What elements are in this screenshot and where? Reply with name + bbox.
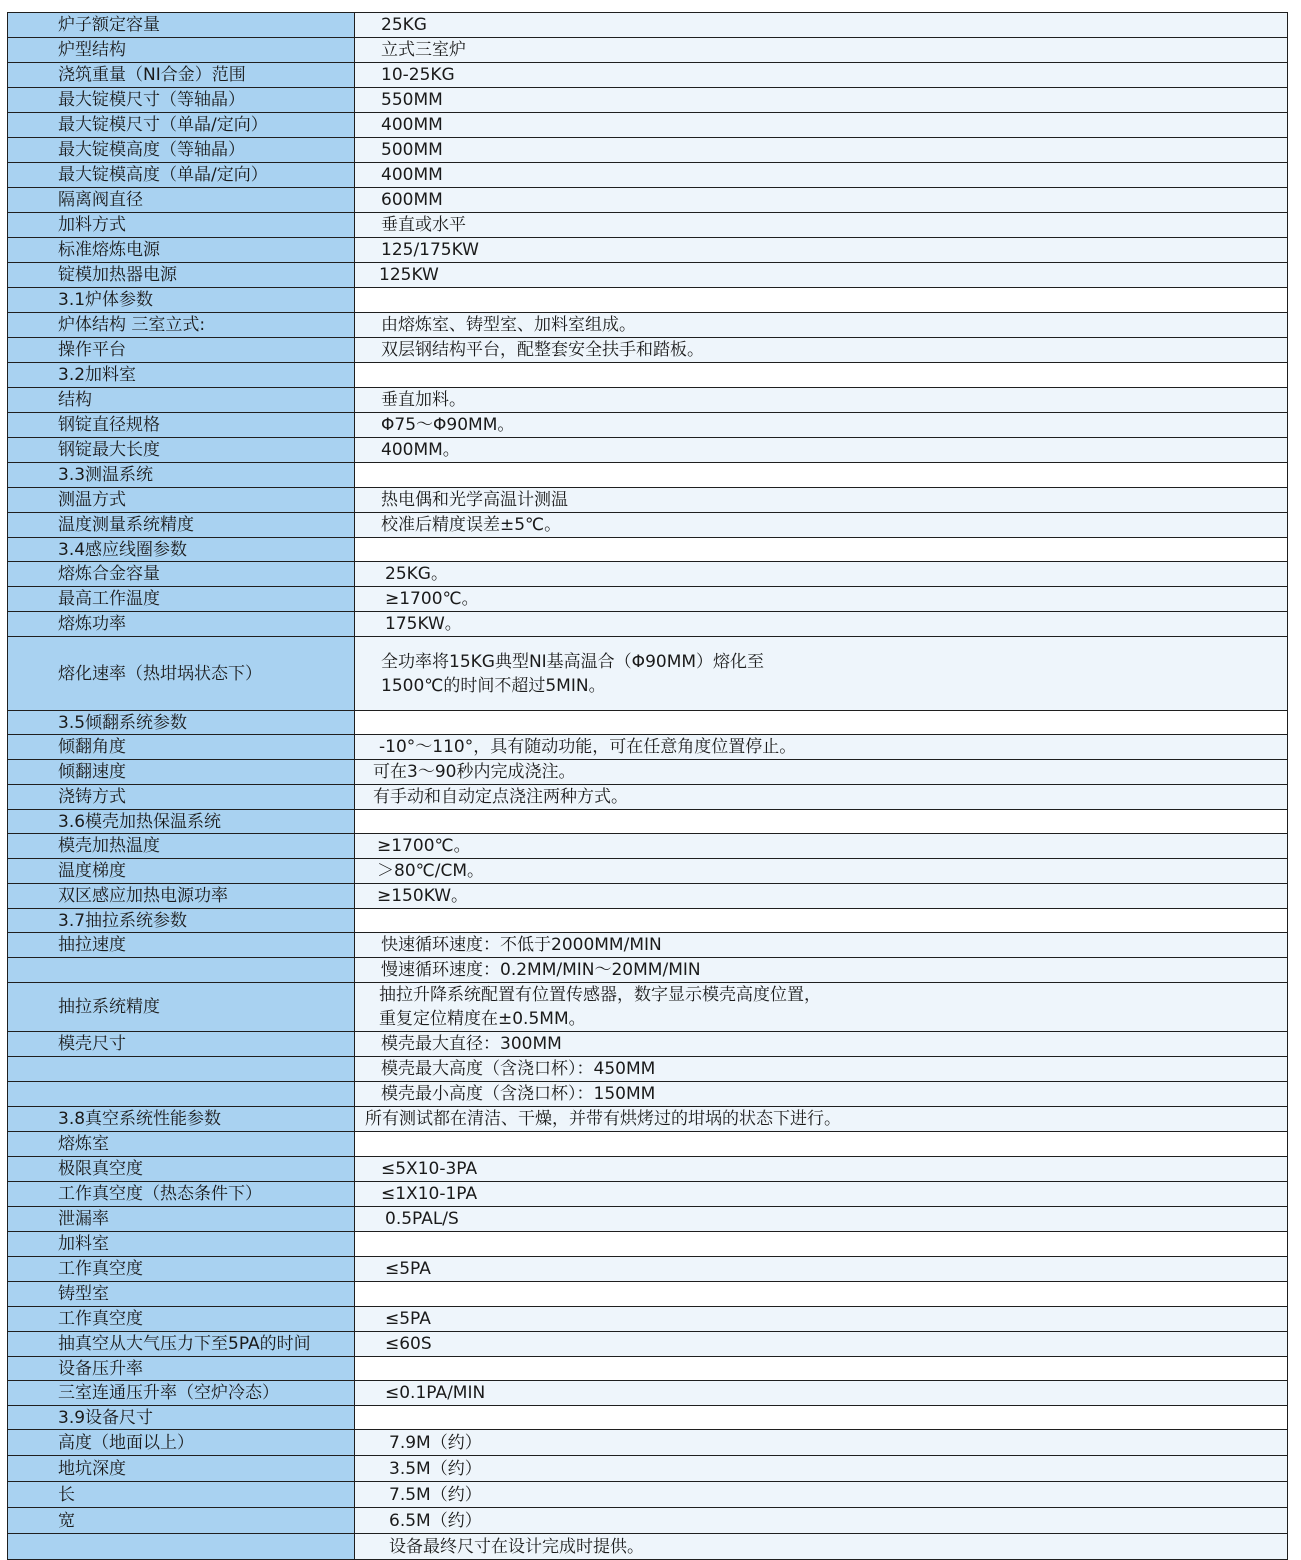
spec-key: 抽拉系统精度 [8, 983, 355, 1032]
spec-value-line: ≤5PA [385, 1309, 431, 1329]
spec-value [355, 188, 1288, 213]
spec-value-line: 有手动和自动定点浇注两种方式。 [373, 787, 628, 807]
spec-key: 钢锭最大长度 [8, 438, 355, 463]
spec-value [355, 760, 1288, 785]
spec-row [8, 513, 1288, 538]
spec-key: 高度（地面以上） [8, 1430, 355, 1456]
spec-key: 3.6模壳加热保温系统 [8, 810, 355, 834]
spec-row [8, 138, 1288, 163]
spec-key: 温度测量系统精度 [8, 513, 355, 538]
spec-key: 抽拉速度 [8, 933, 355, 958]
spec-value [355, 958, 1288, 983]
spec-value-line: 所有测试都在清洁、干燥，并带有烘烤过的坩埚的状态下进行。 [365, 1109, 841, 1129]
spec-row [8, 538, 1288, 562]
spec-value [355, 711, 1288, 735]
spec-key: 倾翻速度 [8, 760, 355, 785]
spec-value-line: 模壳最大直径：300MM [381, 1034, 562, 1054]
spec-value [355, 1282, 1288, 1307]
spec-value [355, 413, 1288, 438]
spec-value [355, 983, 1288, 1032]
spec-row [8, 363, 1288, 388]
spec-key: 3.1炉体参数 [8, 288, 355, 313]
spec-key: 最大锭模高度（单晶/定向） [8, 163, 355, 188]
spec-value [355, 63, 1288, 88]
spec-value-line: 设备最终尺寸在设计完成时提供。 [389, 1536, 644, 1557]
spec-value [355, 438, 1288, 463]
spec-row [8, 587, 1288, 612]
spec-value [355, 1534, 1288, 1560]
spec-value [355, 338, 1288, 363]
spec-value [355, 363, 1288, 388]
spec-row [8, 238, 1288, 263]
spec-key: 最大锭模尺寸（等轴晶） [8, 88, 355, 113]
spec-key: 浇筑重量（NI合金）范围 [8, 63, 355, 88]
spec-value-line: 垂直加料。 [381, 390, 466, 410]
spec-value-line: 抽拉升降系统配置有位置传感器，数字显示模壳高度位置， [379, 985, 821, 1005]
spec-value-line: 175KW。 [385, 614, 462, 634]
spec-value [355, 488, 1288, 513]
spec-key: 3.3测温系统 [8, 463, 355, 488]
spec-key: 最高工作温度 [8, 587, 355, 612]
spec-key: 加料方式 [8, 213, 355, 238]
spec-value [355, 163, 1288, 188]
spec-row [8, 1357, 1288, 1381]
spec-value [355, 463, 1288, 488]
spec-key: 地坑深度 [8, 1456, 355, 1482]
spec-value [355, 562, 1288, 587]
spec-key: 极限真空度 [8, 1157, 355, 1182]
spec-key: 加料室 [8, 1232, 355, 1257]
spec-key: 炉体结构 三室立式: [8, 313, 355, 338]
spec-value-line: 可在3～90秒内完成浇注。 [373, 762, 576, 782]
spec-value-line: 由熔炼室、铸型室、加料室组成。 [381, 315, 636, 335]
spec-value-line: 1500℃的时间不超过5MIN。 [381, 675, 606, 696]
spec-value-line: ≤5PA [385, 1259, 431, 1279]
spec-row [8, 1182, 1288, 1207]
spec-row [8, 958, 1288, 983]
spec-key: 倾翻角度 [8, 735, 355, 760]
spec-row [8, 909, 1288, 933]
spec-value-line: 400MM [381, 165, 443, 185]
spec-key [8, 958, 355, 983]
spec-row [8, 1232, 1288, 1257]
spec-value-line: 全功率将15KG典型NI基高温合（Φ90MM）熔化至 [381, 651, 765, 672]
spec-value-line: 400MM [381, 115, 443, 135]
spec-value [355, 1482, 1288, 1508]
spec-key [8, 1057, 355, 1082]
spec-key: 测温方式 [8, 488, 355, 513]
spec-value [355, 288, 1288, 313]
spec-value-line: 3.5M（约） [389, 1458, 482, 1479]
spec-key: 3.5倾翻系统参数 [8, 711, 355, 735]
spec-value [355, 1182, 1288, 1207]
spec-value-line: 125KW [379, 265, 439, 285]
spec-row [8, 338, 1288, 363]
spec-key: 炉型结构 [8, 38, 355, 63]
spec-row [8, 884, 1288, 909]
spec-row [8, 1057, 1288, 1082]
spec-value [355, 810, 1288, 834]
spec-key: 3.9设备尺寸 [8, 1406, 355, 1430]
spec-row [8, 1456, 1288, 1482]
spec-row [8, 1082, 1288, 1107]
spec-value-line: 25KG。 [385, 564, 448, 584]
spec-value [355, 933, 1288, 958]
spec-value-line: 400MM。 [381, 440, 460, 460]
spec-key: 长 [8, 1482, 355, 1508]
spec-value-line: ≤5X10-3PA [381, 1159, 478, 1179]
spec-key: 双区感应加热电源功率 [8, 884, 355, 909]
spec-value-line: 10-25KG [381, 65, 455, 85]
spec-key: 熔炼合金容量 [8, 562, 355, 587]
spec-value-line: ＞80℃/CM。 [377, 861, 484, 881]
spec-value-line: 立式三室炉 [381, 40, 466, 60]
spec-row [8, 413, 1288, 438]
spec-row [8, 388, 1288, 413]
spec-row [8, 1406, 1288, 1430]
spec-key: 三室连通压升率（空炉冷态） [8, 1381, 355, 1406]
spec-value [355, 1107, 1288, 1132]
spec-value-line: 快速循环速度：不低于2000MM/MIN [381, 935, 662, 955]
spec-key: 设备压升率 [8, 1357, 355, 1381]
spec-row [8, 983, 1288, 1032]
spec-row [8, 933, 1288, 958]
spec-row [8, 1430, 1288, 1456]
spec-value [355, 538, 1288, 562]
spec-value-line: -10°～110°，具有随动功能，可在任意角度位置停止。 [379, 737, 797, 757]
spec-value-line: ≥1700℃。 [385, 589, 479, 609]
spec-value [355, 213, 1288, 238]
spec-value [355, 587, 1288, 612]
spec-row [8, 13, 1288, 38]
spec-key: 钢锭直径规格 [8, 413, 355, 438]
spec-value [355, 1357, 1288, 1381]
spec-row [8, 1534, 1288, 1560]
spec-row [8, 1107, 1288, 1132]
spec-value [355, 1232, 1288, 1257]
spec-row [8, 213, 1288, 238]
spec-value-line: 慢速循环速度：0.2MM/MIN～20MM/MIN [381, 960, 701, 980]
spec-key: 标准熔炼电源 [8, 238, 355, 263]
spec-row [8, 1132, 1288, 1157]
spec-value [355, 388, 1288, 413]
spec-value [355, 1057, 1288, 1082]
spec-value [355, 38, 1288, 63]
spec-value [355, 785, 1288, 810]
spec-row [8, 38, 1288, 63]
spec-value [355, 513, 1288, 538]
spec-value-line: 校准后精度误差±5℃。 [381, 515, 562, 535]
spec-value-line: 热电偶和光学高温计测温 [381, 490, 568, 510]
spec-value [355, 735, 1288, 760]
spec-row [8, 463, 1288, 488]
spec-row [8, 1032, 1288, 1057]
spec-value-line: 600MM [381, 190, 443, 210]
spec-value-line: 7.5M（约） [389, 1484, 482, 1505]
spec-row [8, 562, 1288, 587]
spec-key: 最大锭模尺寸（单晶/定向） [8, 113, 355, 138]
spec-key: 3.4感应线圈参数 [8, 538, 355, 562]
spec-value [355, 884, 1288, 909]
spec-key: 工作真空度 [8, 1257, 355, 1282]
spec-key: 结构 [8, 388, 355, 413]
spec-key: 模壳尺寸 [8, 1032, 355, 1057]
spec-row [8, 1282, 1288, 1307]
spec-row [8, 735, 1288, 760]
spec-value [355, 113, 1288, 138]
spec-value [355, 1406, 1288, 1430]
spec-value [355, 1257, 1288, 1282]
spec-key: 温度梯度 [8, 859, 355, 884]
spec-row [8, 488, 1288, 513]
spec-value [355, 138, 1288, 163]
spec-row [8, 163, 1288, 188]
spec-row [8, 1307, 1288, 1332]
spec-value [355, 1157, 1288, 1182]
spec-value-line: 模壳最小高度（含浇口杯）：150MM [381, 1084, 656, 1104]
spec-value-line: ≤60S [385, 1334, 432, 1354]
spec-value [355, 834, 1288, 859]
spec-key: 锭模加热器电源 [8, 263, 355, 288]
spec-key: 3.7抽拉系统参数 [8, 909, 355, 933]
spec-value-line: ≤1X10-1PA [381, 1184, 478, 1204]
spec-key: 炉子额定容量 [8, 13, 355, 38]
spec-row [8, 612, 1288, 637]
spec-key: 3.2加料室 [8, 363, 355, 388]
spec-row [8, 1332, 1288, 1357]
spec-value-line: 重复定位精度在±0.5MM。 [379, 1009, 586, 1029]
spec-value [355, 612, 1288, 637]
spec-table [7, 12, 1288, 1560]
spec-value [355, 238, 1288, 263]
spec-value-line: ≥1700℃。 [377, 836, 471, 856]
spec-key: 最大锭模高度（等轴晶） [8, 138, 355, 163]
spec-row [8, 760, 1288, 785]
spec-row [8, 1207, 1288, 1232]
spec-key: 宽 [8, 1508, 355, 1534]
spec-row [8, 711, 1288, 735]
spec-value [355, 1307, 1288, 1332]
spec-key: 铸型室 [8, 1282, 355, 1307]
spec-value [355, 88, 1288, 113]
spec-value [355, 859, 1288, 884]
spec-value [355, 1456, 1288, 1482]
spec-row [8, 313, 1288, 338]
spec-value-line: 垂直或水平 [381, 215, 466, 235]
spec-value-line: 6.5M（约） [389, 1510, 482, 1531]
spec-key: 熔炼室 [8, 1132, 355, 1157]
spec-value [355, 313, 1288, 338]
spec-table-body [8, 13, 1288, 1560]
spec-row [8, 263, 1288, 288]
spec-value-line: 0.5PAL/S [385, 1209, 459, 1229]
spec-key: 熔化速率（热坩埚状态下） [8, 637, 355, 711]
spec-row [8, 785, 1288, 810]
spec-row [8, 810, 1288, 834]
spec-value [355, 1132, 1288, 1157]
spec-value [355, 1207, 1288, 1232]
spec-value [355, 1430, 1288, 1456]
spec-row [8, 1482, 1288, 1508]
spec-key: 操作平台 [8, 338, 355, 363]
spec-key: 隔离阀直径 [8, 188, 355, 213]
spec-key: 模壳加热温度 [8, 834, 355, 859]
spec-value-line: 500MM [381, 140, 443, 160]
spec-value-line: 125/175KW [381, 240, 479, 260]
spec-key [8, 1534, 355, 1560]
spec-value [355, 1332, 1288, 1357]
spec-value [355, 1082, 1288, 1107]
spec-row [8, 637, 1288, 711]
spec-row [8, 63, 1288, 88]
spec-value [355, 1032, 1288, 1057]
spec-value-line: 7.9M（约） [389, 1432, 482, 1453]
spec-row [8, 1157, 1288, 1182]
spec-row [8, 1508, 1288, 1534]
spec-row [8, 438, 1288, 463]
spec-value-line: Φ75～Φ90MM。 [381, 415, 515, 435]
spec-key: 泄漏率 [8, 1207, 355, 1232]
spec-value [355, 1381, 1288, 1406]
spec-row [8, 88, 1288, 113]
spec-value-line: 25KG [381, 15, 427, 35]
spec-key: 浇铸方式 [8, 785, 355, 810]
spec-value-line: 双层钢结构平台，配整套安全扶手和踏板。 [381, 340, 704, 360]
spec-key: 工作真空度 [8, 1307, 355, 1332]
spec-value [355, 637, 1288, 711]
spec-key: 熔炼功率 [8, 612, 355, 637]
spec-value [355, 263, 1288, 288]
spec-row [8, 288, 1288, 313]
spec-value-line: ≥150KW。 [377, 886, 469, 906]
spec-row [8, 834, 1288, 859]
spec-key: 抽真空从大气压力下至5PA的时间 [8, 1332, 355, 1357]
spec-key: 3.8真空系统性能参数 [8, 1107, 355, 1132]
spec-row [8, 859, 1288, 884]
spec-row [8, 113, 1288, 138]
spec-row [8, 1257, 1288, 1282]
spec-value [355, 13, 1288, 38]
spec-key: 工作真空度（热态条件下） [8, 1182, 355, 1207]
spec-value [355, 909, 1288, 933]
spec-value-line: 模壳最大高度（含浇口杯）：450MM [381, 1059, 656, 1079]
spec-value-line: ≤0.1PA/MIN [385, 1383, 486, 1403]
spec-value [355, 1508, 1288, 1534]
spec-key [8, 1082, 355, 1107]
spec-row [8, 188, 1288, 213]
spec-value-line: 550MM [381, 90, 443, 110]
spec-row [8, 1381, 1288, 1406]
